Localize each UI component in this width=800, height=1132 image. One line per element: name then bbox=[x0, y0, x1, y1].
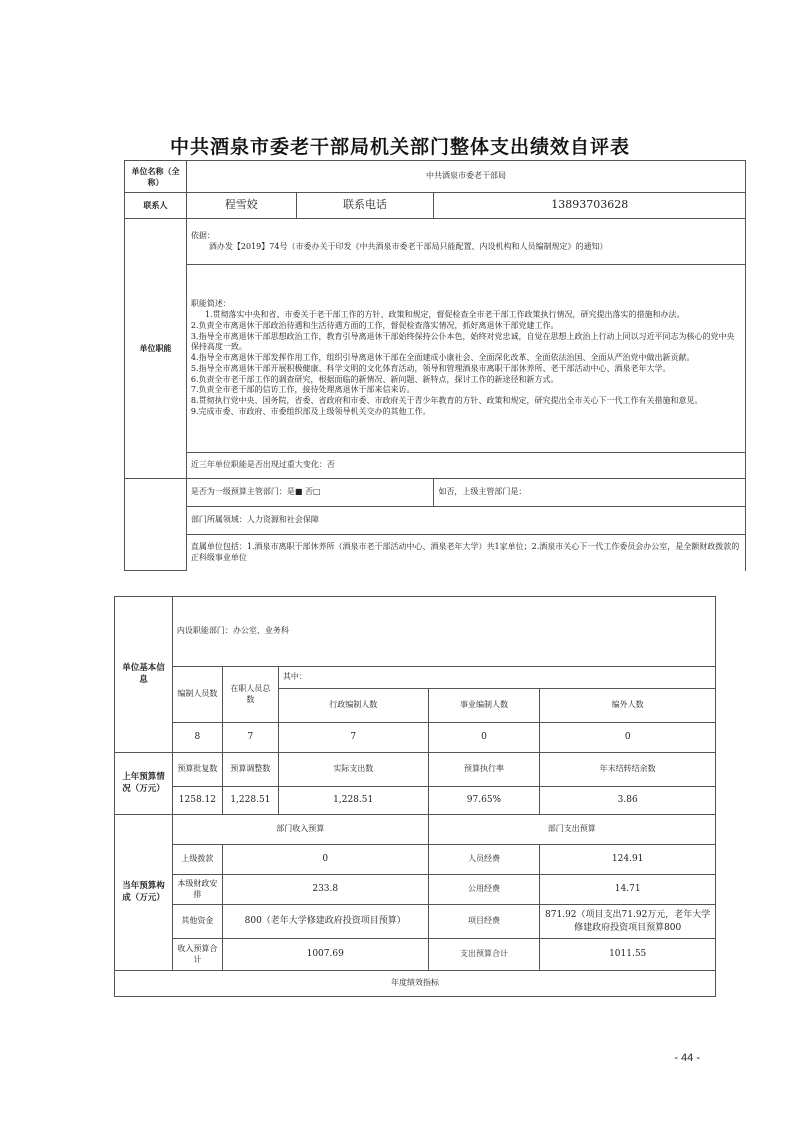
carry-value: 3.86 bbox=[540, 787, 716, 815]
budget-table bbox=[114, 596, 716, 997]
duty-item: 4.指导全市离退休干部发挥作用工作，组织引导离退休干部在全面建成小康社会、全面深化改革、全面依法治国、全面从严治党中做出新贡献。 bbox=[190, 353, 695, 363]
last-year-label: 上年预算情况（万元） bbox=[115, 753, 173, 815]
page-number: - 44 - bbox=[674, 1052, 700, 1064]
primary-budget-cell: 是否为一级预算主管部门：是■ 否□ bbox=[186, 479, 434, 507]
budget-value: 0 bbox=[222, 845, 428, 875]
budget-key: 公用经费 bbox=[428, 875, 540, 905]
admin-value: 7 bbox=[278, 723, 428, 753]
budget-key: 人员经费 bbox=[428, 845, 540, 875]
duty-item: 1.贯彻落实中央和省、市委关于老干部工作的方针、政策和规定，督促检查全市老干部工作政策执行情况，研究提出落实的措施和办法。 bbox=[204, 309, 685, 319]
outside-value: 0 bbox=[540, 723, 716, 753]
budget-key: 支出预算合计 bbox=[428, 939, 540, 971]
income-header: 部门收入预算 bbox=[172, 815, 428, 845]
quota-value: 8 bbox=[172, 723, 222, 753]
expense-header: 部门支出预算 bbox=[428, 815, 715, 845]
document-title: 中共酒泉市委老干部局机关部门整体支出绩效自评表 bbox=[169, 136, 630, 158]
subordinate-cell: 直属单位包括：1.酒泉市离职干部休养所（酒泉市老干部活动中心、酒泉老年大学）共1家单位；2.酒泉市关心下一代工作委员会办公室，是全额财政拨款的正科级事业单位 bbox=[186, 535, 745, 571]
phone-value: 13893703628 bbox=[434, 193, 746, 219]
budget-value: 14.71 bbox=[540, 875, 716, 905]
duties-title: 职能简述： bbox=[190, 299, 231, 309]
budget-value: 800（老年大学修建政府投资项目预算） bbox=[222, 905, 428, 939]
approved-value: 1258.12 bbox=[172, 787, 222, 815]
budget-key: 上级拨款 bbox=[172, 845, 222, 875]
adjusted-value: 1,228.51 bbox=[222, 787, 278, 815]
unit-info-table bbox=[124, 160, 746, 571]
budget-key: 项目经费 bbox=[428, 905, 540, 939]
approved-header: 预算批复数 bbox=[172, 753, 222, 787]
domain-cell: 部门所属领域：人力资源和社会保障 bbox=[186, 507, 745, 535]
basis-title: 依据： bbox=[190, 230, 215, 240]
indicators-header: 年度绩效指标 bbox=[115, 971, 716, 997]
changes-cell: 近三年单位职能是否出现过重大变化：否 bbox=[186, 453, 745, 479]
duty-item: 6.负责全市老干部工作的调查研究，根据面临的新情况、新问题、新特点，探讨工作的新途径和新方式。 bbox=[190, 374, 559, 384]
budget-key: 收入预算合计 bbox=[172, 939, 222, 971]
duty-item: 8.贯彻执行党中央、国务院，省委、省政府和市委、市政府关于青少年教育的方针、政策和规定，研究提出全市关心下一代工作有关措施和意见。 bbox=[190, 396, 703, 406]
internal-depts-cell: 内设职能部门：办公室、业务科 bbox=[172, 597, 715, 667]
phone-label: 联系电话 bbox=[296, 193, 434, 219]
contact-value: 程雪姣 bbox=[186, 193, 296, 219]
contact-label: 联系人 bbox=[125, 193, 187, 219]
basis-text: 酒办发【2019】74号（市委办关于印发《中共酒泉市委老干部局只能配置、内设机构和人员编制规定》的通知） bbox=[208, 241, 608, 251]
outside-header: 编外人数 bbox=[540, 689, 716, 723]
duty-item: 9.完成市委、市政府、市委组织部及上级领导机关交办的其他工作。 bbox=[190, 407, 431, 417]
duties-cell bbox=[186, 265, 745, 453]
duty-item: 2.负责全市离退休干部政治待遇和生活待遇方面的工作，督促检查落实情况，抓好离退休干部党建工作。 bbox=[190, 320, 559, 330]
adjusted-header: 预算调整数 bbox=[222, 753, 278, 787]
of-which-header: 其中： bbox=[278, 667, 715, 689]
if-not-cell: 如否，上级主管部门是： bbox=[434, 479, 746, 507]
actual-value: 1,228.51 bbox=[278, 787, 428, 815]
functions-label: 单位职能 bbox=[125, 219, 187, 479]
rate-header: 预算执行率 bbox=[428, 753, 540, 787]
unit-name-value: 中共酒泉市委老干部局 bbox=[186, 161, 745, 193]
duty-item: 7.负责全市老干部的信访工作，接待处理离退休干部来信来访。 bbox=[190, 385, 415, 395]
public-value: 0 bbox=[428, 723, 540, 753]
actual-header: 实际支出数 bbox=[278, 753, 428, 787]
budget-value: 1007.69 bbox=[222, 939, 428, 971]
budget-key: 本级财政安排 bbox=[172, 875, 222, 905]
budget-value: 871.92（项目支出71.92万元，老年大学修建政府投资项目预算800 bbox=[540, 905, 716, 939]
onjob-header: 在职人员总数 bbox=[222, 667, 278, 723]
basic-info-top-blank bbox=[125, 479, 187, 571]
current-year-label: 当年预算构成（万元） bbox=[115, 815, 173, 971]
unit-name-label: 单位名称（全称） bbox=[125, 161, 187, 193]
duty-item: 3.指导全市离退休干部思想政治工作，教育引导离退休干部始终保持公仆本色，始终对党忠诚，自觉在思想上政治上行动上同以习近平同志为核心的党中央保持高度一致。 bbox=[190, 331, 735, 352]
rate-value: 97.65% bbox=[428, 787, 540, 815]
budget-value: 1011.55 bbox=[540, 939, 716, 971]
carry-header: 年末结转结余数 bbox=[540, 753, 716, 787]
quota-header: 编制人员数 bbox=[172, 667, 222, 723]
basis-cell bbox=[186, 219, 745, 265]
budget-value: 124.91 bbox=[540, 845, 716, 875]
basic-info-label: 单位基本信息 bbox=[115, 597, 173, 753]
onjob-value: 7 bbox=[222, 723, 278, 753]
budget-key: 其他资金 bbox=[172, 905, 222, 939]
admin-header: 行政编制人数 bbox=[278, 689, 428, 723]
budget-value: 233.8 bbox=[222, 875, 428, 905]
public-header: 事业编制人数 bbox=[428, 689, 540, 723]
duty-item: 5.指导全市离退休干部开展积极健康、科学文明的文化体育活动，领导和管理酒泉市离职干部休养所、老干部活动中心、酒泉老年大学。 bbox=[190, 363, 671, 373]
